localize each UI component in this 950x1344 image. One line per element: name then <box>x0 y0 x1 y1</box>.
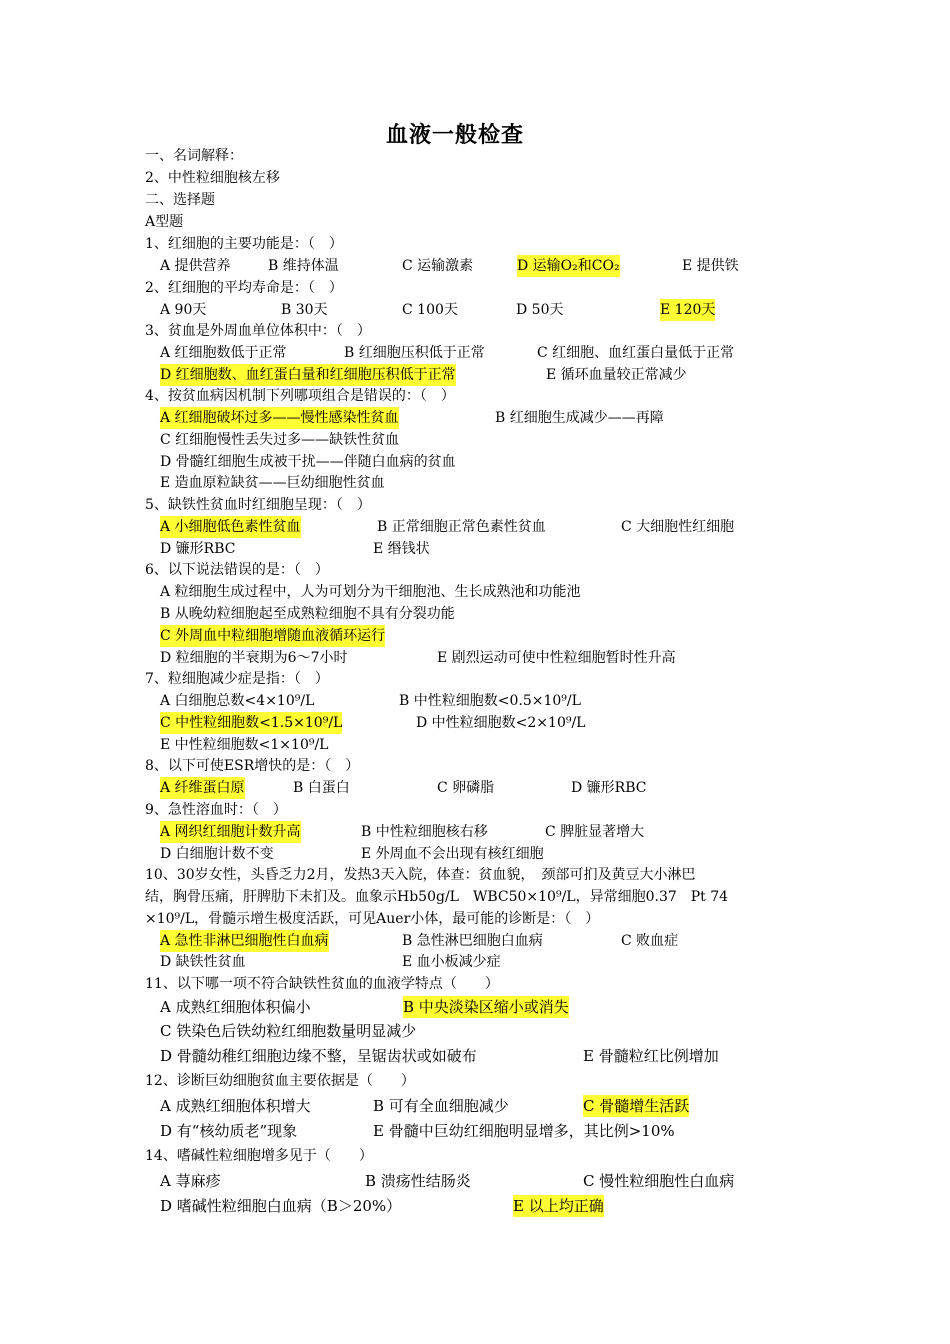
option: C 红细胞、血红蛋白量低于正常 <box>537 345 735 361</box>
question-stem: 4、按贫血病因机制下列哪项组合是错误的：（ ） <box>145 388 455 404</box>
option: E 剧烈运动可使中性粒细胞暂时性升高 <box>437 650 676 666</box>
option-highlighted: B 中央淡染区缩小或消失 <box>403 998 569 1016</box>
option: E 提供铁 <box>682 258 739 274</box>
option: B 中性粒细胞数<0.5×10⁹/L <box>399 693 581 709</box>
question-stem: 8、以下可使ESR增快的是：（ ） <box>145 758 360 774</box>
option: C 运输激素 <box>402 258 474 274</box>
option: E 骨髓粒红比例增加 <box>583 1047 719 1065</box>
option-highlighted: C 中性粒细胞数<1.5×10⁹/L <box>160 712 342 734</box>
option: A 提供营养 <box>160 258 231 274</box>
option-highlighted: A 红细胞破坏过多——慢性感染性贫血 <box>160 407 399 429</box>
option-highlighted: D 红细胞数、血红蛋白量和红细胞压积低于正常 <box>160 364 456 386</box>
option: C 脾脏显著增大 <box>545 824 645 840</box>
option: C 败血症 <box>621 933 679 949</box>
question-stem: 7、粒细胞减少症是指：（ ） <box>145 671 329 687</box>
option: E 外周血不会出现有核红细胞 <box>361 846 544 862</box>
option: D 骨髓幼稚红细胞边缘不整，呈锯齿状或如破布 <box>160 1047 477 1065</box>
option-highlighted: A 网织红细胞计数升高 <box>160 821 301 843</box>
option: B 正常细胞正常色素性贫血 <box>377 519 546 535</box>
question-stem: 5、缺铁性贫血时红细胞呈现：（ ） <box>145 497 371 513</box>
option-highlighted: A 小细胞低色素性贫血 <box>160 516 301 538</box>
option-highlighted: C 骨髓增生活跃 <box>583 1097 690 1115</box>
question-stem: 14、嗜碱性粒细胞增多见于（ ） <box>145 1148 373 1164</box>
option: A 成熟红细胞体积偏小 <box>160 998 311 1016</box>
option: D 镰形RBC <box>160 541 236 557</box>
option: D 骨髓红细胞生成被干扰——伴随白血病的贫血 <box>160 454 456 470</box>
question-stem: 10、30岁女性，头昏乏力2月，发热3天入院，体查：贫血貌， 颈部可扪及黄豆大小淋巴 <box>145 867 696 883</box>
question-stem: ×10⁹/L，骨髓示增生极度活跃，可见Auer小体，最可能的诊断是：（ ） <box>145 911 600 927</box>
question-stem: 2、红细胞的平均寿命是：（ ） <box>145 280 343 296</box>
option: D 50天 <box>516 302 564 318</box>
option: A 白细胞总数<4×10⁹/L <box>160 693 315 709</box>
term-item: 2、中性粒细胞核左移 <box>145 170 280 186</box>
question-stem: 6、以下说法错误的是：（ ） <box>145 562 329 578</box>
option-highlighted: E 以上均正确 <box>513 1197 604 1215</box>
option: D 粒细胞的半衰期为6～7小时 <box>160 650 348 666</box>
option: B 急性淋巴细胞白血病 <box>402 933 543 949</box>
option: C 卵磷脂 <box>437 780 495 796</box>
option: C 100天 <box>402 302 458 318</box>
option: C 慢性粒细胞性白血病 <box>583 1172 735 1190</box>
question-stem: 结，胸骨压痛，肝脾肋下未扪及。血象示Hb50g/L WBC50×10⁹/L，异常细胞0.37 Pt 74 <box>145 889 729 905</box>
option: A 成熟红细胞体积增大 <box>160 1097 311 1115</box>
option-highlighted: A 纤维蛋白原 <box>160 777 245 799</box>
option: A 荨麻疹 <box>160 1172 221 1190</box>
option: C 红细胞慢性丢失过多——缺铁性贫血 <box>160 432 400 448</box>
option: B 中性粒细胞核右移 <box>361 824 488 840</box>
question-stem: 12、诊断巨幼细胞贫血主要依据是（ ） <box>145 1073 415 1089</box>
page-title: 血液一般检查 <box>385 122 524 148</box>
option: E 中性粒细胞数<1×10⁹/L <box>160 737 329 753</box>
question-stem: 1、红细胞的主要功能是：（ ） <box>145 236 343 252</box>
option: D 嗜碱性粒细胞白血病（B＞20%） <box>160 1197 402 1215</box>
option-highlighted: E 120天 <box>660 299 715 321</box>
option: E 造血原粒缺贫——巨幼细胞性贫血 <box>160 475 385 491</box>
option: D 白细胞计数不变 <box>160 846 274 862</box>
option: D 中性粒细胞数<2×10⁹/L <box>416 715 586 731</box>
option: D 有“核幼质老”现象 <box>160 1122 298 1140</box>
option: E 血小板减少症 <box>402 954 501 970</box>
question-stem: 9、急性溶血时：（ ） <box>145 802 287 818</box>
option: D 缺铁性贫血 <box>160 954 246 970</box>
section-heading-1: 一、名词解释： <box>145 148 243 164</box>
option: C 铁染色后铁幼粒红细胞数量明显减少 <box>160 1022 417 1040</box>
option: E 缗钱状 <box>373 541 430 557</box>
option: B 白蛋白 <box>293 780 350 796</box>
option: B 可有全血细胞减少 <box>373 1097 509 1115</box>
question-stem: 11、以下哪一项不符合缺铁性贫血的血液学特点（ ） <box>145 976 499 992</box>
option: E 骨髓中巨幼红细胞明显增多，其比例>10% <box>373 1122 675 1140</box>
option-highlighted: A 急性非淋巴细胞性白血病 <box>160 930 329 952</box>
option: B 红细胞压积低于正常 <box>344 345 485 361</box>
option: B 从晚幼粒细胞起至成熟粒细胞不具有分裂功能 <box>160 606 455 622</box>
option: D 镰形RBC <box>571 780 647 796</box>
option: A 90天 <box>160 302 207 318</box>
section-heading-2: 二、选择题 <box>145 192 215 208</box>
question-type-label: A型题 <box>145 214 184 230</box>
option: A 红细胞数低于正常 <box>160 345 287 361</box>
option-highlighted: D 运输O₂和CO₂ <box>517 255 620 277</box>
option: B 溃疡性结肠炎 <box>365 1172 471 1190</box>
question-stem: 3、贫血是外周血单位体积中：（ ） <box>145 323 371 339</box>
option: B 30天 <box>281 302 328 318</box>
option: B 红细胞生成减少——再障 <box>495 410 664 426</box>
option: B 维持体温 <box>268 258 339 274</box>
option: C 大细胞性红细胞 <box>621 519 735 535</box>
option: E 循环血量较正常减少 <box>546 367 687 383</box>
option: A 粒细胞生成过程中，人为可划分为干细胞池、生长成熟池和功能池 <box>160 584 581 600</box>
option-highlighted: C 外周血中粒细胞增随血液循环运行 <box>160 625 385 647</box>
